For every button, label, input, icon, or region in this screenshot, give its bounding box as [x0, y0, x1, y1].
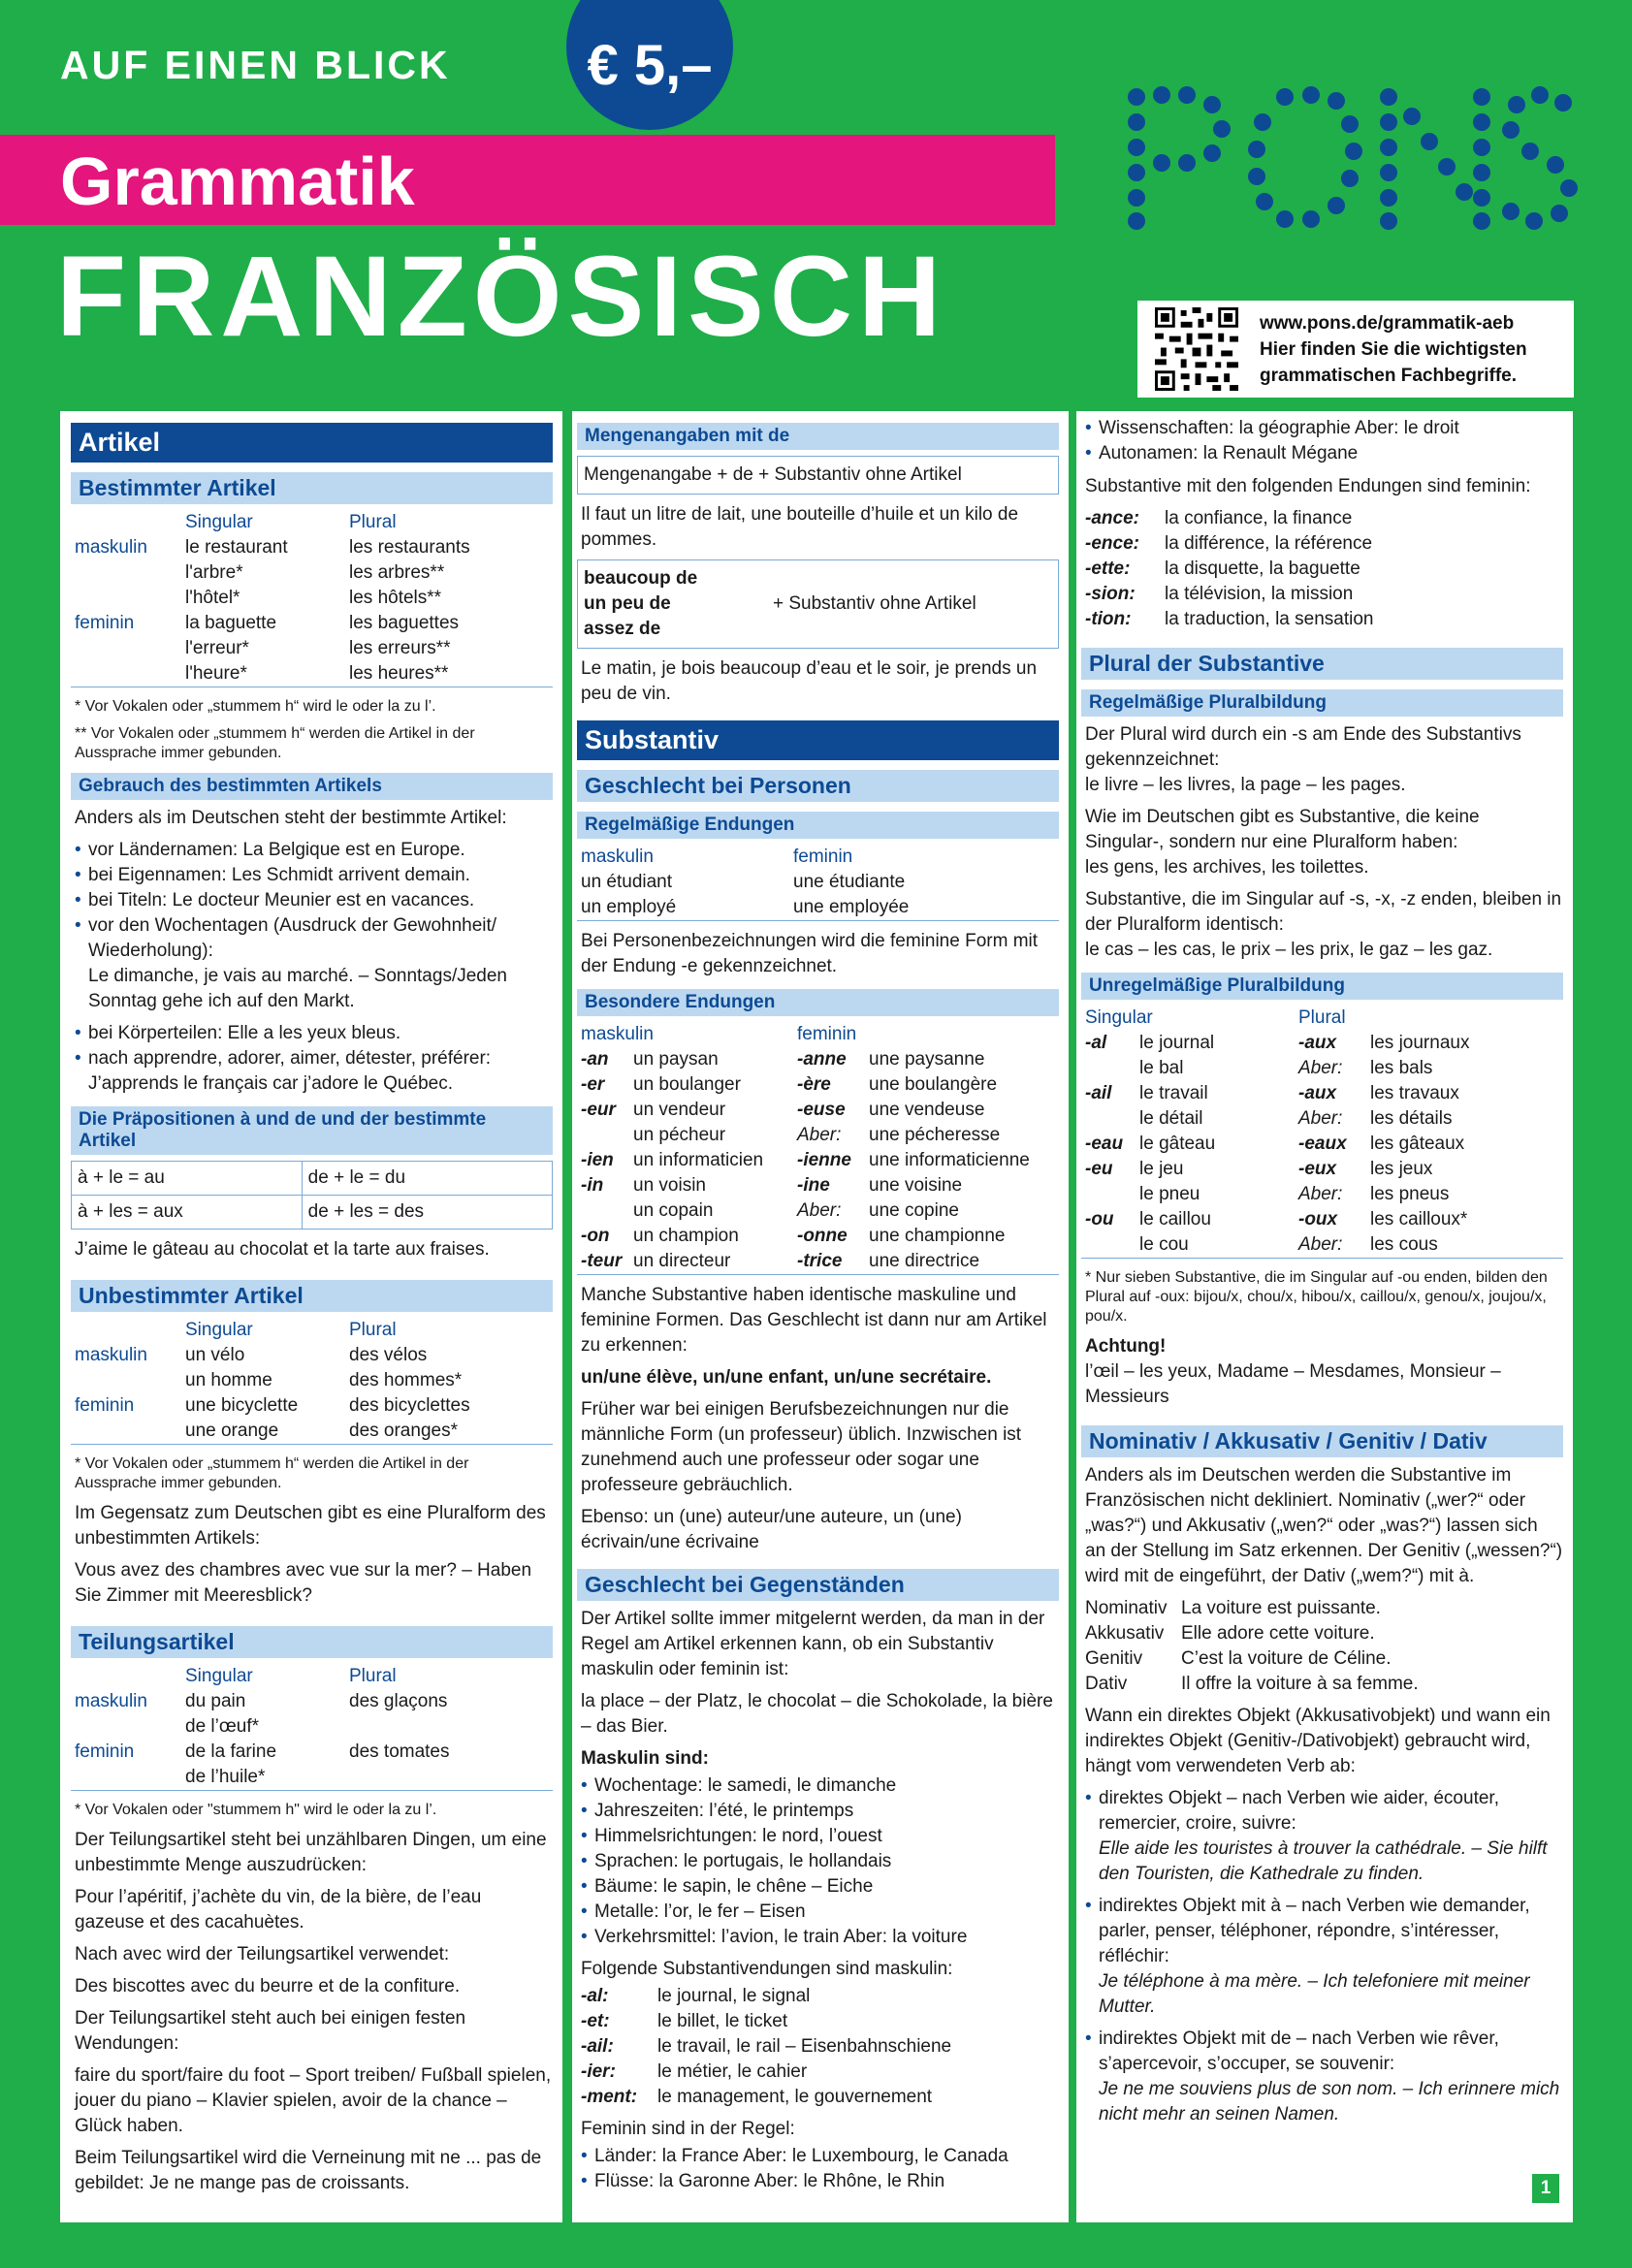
table-row: Nominativ La voiture est puissante.	[1085, 1598, 1381, 1618]
page-number: 1	[1532, 2174, 1559, 2203]
heading-plural: Plural der Substantive	[1081, 648, 1563, 680]
table-teilungsartikel: Singular Plural maskulin du pain des glaçons de l’œuf* feminin de la farine des tomates de l’huile*	[71, 1664, 553, 1791]
paragraph: Nach avec wird der Teilungsartikel verwendet:	[75, 1944, 450, 1965]
subject: Grammatik	[60, 144, 415, 219]
table-row: feminin de la farine des tomates	[75, 1741, 450, 1762]
list-item: • bei Körperteilen: Elle a les yeux bleus.	[75, 1021, 553, 1046]
label: Feminin sind in der Regel:	[581, 2119, 795, 2139]
heading-regelmaessig: Regelmäßige Endungen	[577, 812, 1059, 839]
example: un/une élève, un/une enfant, un/une secrétaire.	[581, 1367, 992, 1388]
table-endungen-maskulin	[577, 1984, 1059, 2110]
list-item: • vor den Wochentagen (Ausdruck der Gewohnheit/ Wiederholung):	[75, 913, 553, 964]
table-unbestimmter-artikel: Singular Plural maskulin un vélo des vélos un homme des hommes* feminin une bicyclette des bicyclettes une orange des oranges*	[71, 1318, 553, 1445]
example: le cas – les cas, le prix – les prix, le gaz – les gaz.	[1085, 940, 1493, 960]
example: J’apprends le français car j’adore le Québec.	[88, 1073, 453, 1094]
list-item: • indirektes Objekt mit à – nach Verben wie demander, parler, penser, téléphoner, répondre, s’intéresser, réfléchir:	[1085, 1894, 1563, 1969]
table-row: maskulin du pain des glaçons	[75, 1691, 448, 1711]
label: Maskulin sind:	[581, 1748, 709, 1769]
formula-box: Mengenangabe + de + Substantiv ohne Artikel	[577, 456, 1059, 495]
table-row: -an un paysan -anne une paysanne	[581, 1049, 985, 1070]
paragraph: Folgende Substantivendungen sind maskulin:	[581, 1959, 953, 1979]
list-item: • bei Titeln: Le docteur Meunier est en vacances.	[75, 888, 553, 913]
table-row: -ien un informaticien -ienne une informaticienne	[581, 1150, 1030, 1170]
paragraph: Der Teilungsartikel steht auch bei einigen festen Wendungen:	[75, 2008, 466, 2054]
table-row: un employé une employée	[577, 895, 1059, 921]
table-row: -ment: le management, le gouvernement	[581, 2087, 933, 2107]
list-item: • direktes Objekt – nach Verben wie aider, écouter, remercier, croire, suivre:	[1085, 1786, 1563, 1837]
table-row: une orange des oranges*	[71, 1419, 553, 1445]
example: le livre – les livres, la page – les pages.	[1085, 775, 1406, 795]
table-row: -ance: la confiance, la finance	[1085, 508, 1353, 528]
example: faire du sport/faire du foot – Sport treiben/ Fußball spielen, jouer du piano – Klavier spielen, avoir de la chance – Glück haben.	[75, 2065, 552, 2136]
table-row: -al le journal -aux les journaux	[1085, 1033, 1470, 1053]
table-row: le cou Aber: les cous	[1081, 1232, 1563, 1259]
table-row: un homme des hommes*	[185, 1370, 463, 1390]
table-row: Akkusativ Elle adore cette voiture.	[1085, 1623, 1375, 1644]
paragraph: Anders als im Deutschen steht der bestimmte Artikel:	[75, 808, 507, 828]
table-row: -eur un vendeur -euse une vendeuse	[581, 1100, 985, 1120]
table-row: un étudiant une étudiante	[581, 872, 906, 892]
kicker: AUF EINEN BLICK	[60, 43, 451, 87]
example: Vous avez des chambres avec vue sur la mer? – Haben Sie Zimmer mit Meeresblick?	[75, 1560, 532, 1606]
table-endungen-feminin	[1081, 506, 1563, 632]
table-row: Dativ Il offre la voiture à sa femme.	[1085, 1674, 1419, 1694]
table-regelmaessig: maskulin feminin un étudiant une étudiante un employé une employée	[577, 845, 1059, 921]
example: la place – der Platz, le chocolat – die Schokolade, la bière – das Bier.	[581, 1691, 1053, 1737]
list-item: • Verkehrsmittel: l’avion, le train Aber: la voiture	[581, 1925, 1059, 1950]
col-header: Singular	[185, 512, 253, 532]
table-row: de l’huile*	[71, 1765, 553, 1791]
table-row: -teur un directeur -trice une directrice	[577, 1249, 1059, 1275]
qr-code-icon	[1155, 307, 1238, 391]
table-praepositionen: à + le = au de + le = du à + les = aux de + les = des	[71, 1161, 553, 1230]
table-row: feminin une bicyclette des bicyclettes	[75, 1395, 470, 1416]
table-kasus	[1081, 1596, 1563, 1697]
table-row: -er un boulanger -ère une boulangère	[581, 1074, 998, 1095]
table-row: l'hôtel* les hôtels**	[185, 588, 442, 608]
qr-line3: grammatischen Fachbegriffe.	[1260, 365, 1518, 386]
table-row: -ier: le métier, le cahier	[581, 2061, 808, 2082]
table-row: -sion: la télévision, la mission	[1085, 584, 1354, 604]
table-row: maskulin le restaurant les restaurants	[75, 537, 470, 558]
example: Le matin, je bois beaucoup d’eau et le soir, je prends un peu de vin.	[581, 658, 1038, 704]
list-item: • indirektes Objekt mit de – nach Verben wie rêver, s’apercevoir, s’occuper, se souvenir:	[1085, 2027, 1563, 2077]
col-header: Plural	[349, 512, 397, 532]
column-2	[572, 411, 1069, 2222]
heading-regelmaessige-pluralbildung: Regelmäßige Pluralbildung	[1081, 689, 1563, 717]
paragraph: Der Artikel sollte immer mitgelernt werden, da man in der Regel am Artikel erkennen kann, ob ein Substantiv maskulin oder feminin ist:	[581, 1609, 1045, 1679]
table-bestimmter-artikel	[71, 510, 553, 687]
example: Il faut un litre de lait, une bouteille d’huile et un kilo de pommes.	[581, 504, 1019, 550]
list-item: • Metalle: l’or, le fer – Eisen	[581, 1900, 1059, 1925]
list-item: • bei Eigennamen: Les Schmidt arrivent demain.	[75, 863, 553, 888]
paragraph: Bei Personenbezeichnungen wird die feminine Form mit der Endung -e gekennzeichnet.	[581, 931, 1039, 976]
heading-unbestimmter-artikel: Unbestimmter Artikel	[71, 1280, 553, 1312]
example: Je téléphone à ma mère. – Ich telefoniere mit meiner Mutter.	[1099, 1971, 1530, 2017]
table-row: l'heure* les heures**	[71, 661, 553, 687]
paragraph: Wie im Deutschen gibt es Substantive, die keine Singular-, sondern nur eine Pluralform haben:	[1085, 807, 1480, 852]
list-item: • Wissenschaften: la géographie Aber: le droit	[1085, 416, 1563, 441]
list-item: • nach apprendre, adorer, aimer, détester, préférer:	[75, 1046, 553, 1071]
table-row: -al: le journal, le signal	[581, 1986, 811, 2006]
paragraph: Substantive mit den folgenden Endungen sind feminin:	[1085, 476, 1531, 496]
footnote: * Vor Vokalen oder „stummem h“ wird le oder la zu l’.	[75, 698, 436, 715]
table-row: -tion: la traduction, la sensation	[1085, 609, 1374, 629]
table-row: -ette: la disquette, la baguette	[1085, 559, 1360, 579]
table-unregelmaessig: Singular Plural -al le journal -aux les journaux le bal Aber: les bals -ail le travail -aux les travaux le détail Aber: les détails -eau le gâteau -eaux les gâteaux -eu le jeu -eux les jeux le pneu Aber: les pneus -ou le caillou -oux les cailloux* le cou Aber: les cous	[1081, 1006, 1563, 1259]
footnote: * Nur sieben Substantive, die im Singular auf -ou enden, bilden den Plural auf -oux: bijou/x, chou/x, hibou/x, caillou/x, genou/x, joujou/x, pou/x.	[1085, 1269, 1548, 1325]
paragraph: Anders als im Deutschen werden die Substantive im Französischen nicht dekliniert. Nominativ („wer?“ oder „was?“) und Akkusativ („wen?“ oder „was?“) lassen sich an der Stellung im Satz erkennen. Der Genitiv („wessen?“) wird mit de eingeführt, der Dativ („wem?“) mit à.	[1085, 1465, 1563, 1586]
paragraph: Substantive, die im Singular auf -s, -x, -z enden, bleiben in der Pluralform identisch:	[1085, 889, 1562, 935]
table-row: l'erreur* les erreurs**	[185, 638, 451, 658]
table-row: Genitiv C’est la voiture de Céline.	[1085, 1648, 1392, 1669]
table-row: le bal Aber: les bals	[1139, 1058, 1433, 1078]
table-besondere-endungen: maskulin feminin -an un paysan -anne une paysanne -er un boulanger -ère une boulangère -eur un vendeur -euse une vendeuse un pécheur Aber: une pécheresse -ien un informaticien -ienne une informaticienne -in un voisin -ine une voisine un copain Aber: une copine -on un champion -onne une championne -teur un directeur -trice une directrice	[577, 1022, 1059, 1275]
list-item: • Flüsse: la Garonne Aber: le Rhône, le Rhin	[581, 2169, 1059, 2194]
table-row: -eu le jeu -eux les jeux	[1085, 1159, 1433, 1179]
column-3	[1076, 411, 1573, 2222]
footnote: ** Vor Vokalen oder „stummem h“ werden die Artikel in der Aussprache immer gebunden.	[75, 725, 475, 761]
list-item: • Sprachen: le portugais, le hollandais	[581, 1849, 1059, 1874]
paragraph: Wann ein direktes Objekt (Akkusativobjekt) und wann ein indirektes Objekt (Genitiv-/Dativobjekt) gebraucht wird, hängt vom verwendeten Verb ab:	[1085, 1706, 1551, 1776]
table-row: le pneu Aber: les pneus	[1139, 1184, 1450, 1204]
table-row: l'arbre* les arbres**	[185, 562, 445, 583]
example: Le dimanche, je vais au marché. – Sonntags/Jeden Sonntag gehe ich auf den Markt.	[88, 966, 507, 1011]
table-row: feminin la baguette les baguettes	[75, 613, 460, 633]
qr-info-box	[1137, 301, 1574, 398]
table-row: -in un voisin -ine une voisine	[581, 1175, 963, 1196]
list-item: • Länder: la France Aber: le Luxembourg, le Canada	[581, 2144, 1059, 2169]
table-row: -ou le caillou -oux les cailloux*	[1085, 1209, 1468, 1230]
heading-bestimmter-artikel: Bestimmter Artikel	[71, 472, 553, 504]
heading-geschlecht-personen: Geschlecht bei Personen	[577, 770, 1059, 802]
heading-besondere-endungen: Besondere Endungen	[577, 989, 1059, 1016]
paragraph: Manche Substantive haben identische maskuline und feminine Formen. Das Geschlecht ist dann nur am Artikel zu erkennen:	[581, 1285, 1047, 1356]
table-row: -ence: la différence, la référence	[1085, 533, 1373, 554]
paragraph: Beim Teilungsartikel wird die Verneinung mit ne ... pas de gebildet: Je ne mange pas de croissants.	[75, 2148, 542, 2193]
qr-line2: Hier finden Sie die wichtigsten	[1260, 338, 1527, 360]
example: J’aime le gâteau au chocolat et la tarte aux fraises.	[75, 1239, 490, 1260]
table-row: un pécheur Aber: une pécheresse	[633, 1125, 1001, 1145]
paragraph: Ebenso: un (une) auteur/une auteure, un (une) écrivain/une écrivaine	[581, 1507, 962, 1552]
heading-mengenangaben: Mengenangaben mit de	[577, 423, 1059, 450]
qr-url: www.pons.de/grammatik-aeb	[1260, 312, 1515, 334]
list-item: • vor Ländernamen: La Belgique est en Europe.	[75, 838, 553, 863]
footnote: * Vor Vokalen oder „stummem h“ werden die Artikel in der Aussprache immer gebunden.	[75, 1455, 469, 1491]
section-substantiv: Substantiv	[577, 720, 1059, 760]
subject-bar	[0, 135, 1055, 225]
heading-gebrauch: Gebrauch des bestimmten Artikels	[71, 773, 553, 800]
table-row: -on un champion -onne une championne	[581, 1226, 1006, 1246]
example: Elle aide les touristes à trouver la cathédrale. – Sie hilft den Touristen, die Kathedrale zu finden.	[1099, 1838, 1548, 1884]
table-row: -et: le billet, le ticket	[581, 2011, 788, 2031]
list-item: • Autonamen: la Renault Mégane	[1085, 441, 1563, 466]
table-row: le détail Aber: les détails	[1139, 1108, 1453, 1129]
example: Des biscottes avec du beurre et de la confiture.	[75, 1976, 461, 1996]
quantity-box: beaucoup de un peu de assez de + Substantiv ohne Artikel	[577, 559, 1059, 649]
label: Achtung!	[1085, 1336, 1167, 1357]
footnote: * Vor Vokalen oder "stummem h" wird le oder la zu l’.	[75, 1802, 437, 1818]
table-row: -eau le gâteau -eaux les gâteaux	[1085, 1134, 1465, 1154]
heading-unregelmaessige-pluralbildung: Unregelmäßige Pluralbildung	[1081, 973, 1563, 1000]
list-item: • Himmelsrichtungen: le nord, l’ouest	[581, 1824, 1059, 1849]
example: Je ne me souviens plus de son nom. – Ich erinnere mich nicht mehr an seinen Namen.	[1099, 2079, 1560, 2124]
heading-praepositionen: Die Präpositionen à und de und der bestimmte Artikel	[71, 1106, 553, 1155]
paragraph: Der Teilungsartikel steht bei unzählbaren Dingen, um eine unbestimmte Menge auszudrücken:	[75, 1830, 547, 1875]
example: les gens, les archives, les toilettes.	[1085, 857, 1369, 878]
table-row: de l’œuf*	[185, 1716, 260, 1737]
paragraph: Im Gegensatz zum Deutschen gibt es eine Pluralform des unbestimmten Artikels:	[75, 1503, 546, 1549]
paragraph: Der Plural wird durch ein -s am Ende des Substantivs gekennzeichnet:	[1085, 724, 1521, 770]
list-item: • Jahreszeiten: l’été, le printemps	[581, 1799, 1059, 1824]
heading-kasus: Nominativ / Akkusativ / Genitiv / Dativ	[1081, 1425, 1563, 1457]
column-1	[60, 411, 562, 2222]
table-row: -ail le travail -aux les travaux	[1085, 1083, 1459, 1103]
page-title: FRANZÖSISCH	[56, 233, 947, 361]
list-item: • Bäume: le sapin, le chêne – Eiche	[581, 1874, 1059, 1900]
list-item: • Wochentage: le samedi, le dimanche	[581, 1773, 1059, 1799]
pons-logo	[1125, 85, 1581, 231]
example: Pour l’apéritif, j’achète du vin, de la bière, de l’eau gazeuse et des cacahuètes.	[75, 1887, 482, 1933]
heading-teilungsartikel: Teilungsartikel	[71, 1626, 553, 1658]
paragraph: Früher war bei einigen Berufsbezeichnungen nur die männliche Form (un professeur) üblich. Inzwischen ist zunehmend auch une professeur oder sogar une professeure gebräuchlich.	[581, 1399, 1022, 1495]
section-artikel: Artikel	[71, 423, 553, 463]
table-row: maskulin un vélo des vélos	[75, 1345, 428, 1365]
heading-geschlecht-gegenstaende: Geschlecht bei Gegenständen	[577, 1569, 1059, 1601]
table-row: un copain Aber: une copine	[633, 1200, 959, 1221]
example: l’œil – les yeux, Madame – Mesdames, Monsieur – Messieurs	[1085, 1361, 1501, 1407]
price-badge: € 5,–	[566, 0, 733, 130]
table-row: -ail: le travail, le rail – Eisenbahnschiene	[581, 2036, 952, 2057]
